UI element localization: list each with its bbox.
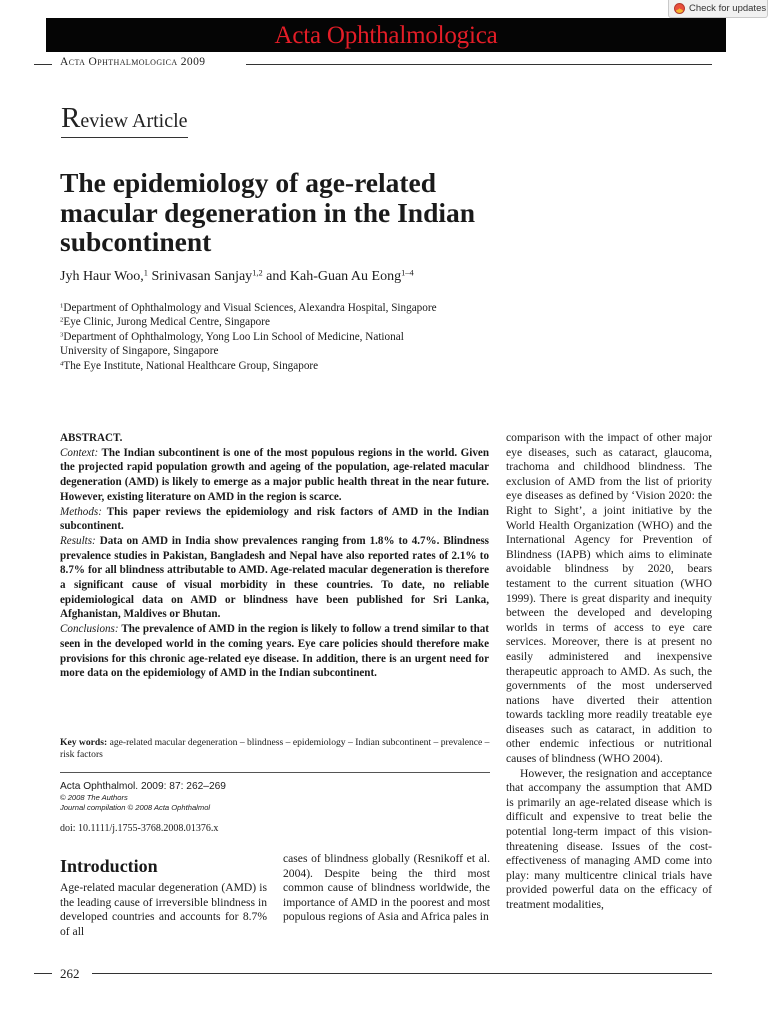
- abstract-text: The Indian subcontinent is one of the most populous regions in the world. Given the projected rapid population growth and ageing of the population, age-related macular degeneration (AMD) is likely to emerge as a major public health threat in the near future. However, existing literature on AMD in the region is scarce.: [60, 446, 490, 503]
- keywords-text: age-related macular degeneration – blindness – epidemiology – Indian subcontinent – prevalence – risk factors: [60, 737, 490, 761]
- section-type-initial: R: [61, 102, 81, 134]
- abstract-label: Conclusions:: [60, 623, 119, 636]
- abstract-heading: ABSTRACT.: [60, 432, 123, 444]
- running-head-rule-left: [34, 64, 52, 65]
- author-name: Srinivasan Sanjay: [151, 269, 253, 284]
- author-list: [60, 269, 414, 285]
- keywords-label: Key words:: [60, 737, 108, 748]
- section-type-rest: eview Article: [80, 110, 188, 132]
- citation-block: [60, 780, 300, 813]
- affiliation-number: 1: [60, 302, 64, 310]
- abstract-text: Data on AMD in India show prevalences ranging from 1.8% to 4.7%. Blindness prevalence studies in Pakistan, Bangladesh and Nepal have also reported rates of 2.1% to 8.7% for all blindness attributable to AMD. Age-related macular degeneration is therefore a significant cause of visual morbidity in these countries. To date, no reliable epidemiological data on AMD or blindness have been published for Sri Lanka, Afghanistan, Maldives or Bhutan.: [60, 534, 489, 621]
- keywords: [60, 737, 490, 762]
- running-head-rule-right: [246, 64, 712, 65]
- abstract-methods: [60, 505, 489, 534]
- abstract-label: Context:: [60, 446, 99, 459]
- affiliation-text: Department of Ophthalmology and Visual Sciences, Alexandra Hospital, Singapore: [63, 302, 437, 314]
- author-affil-sup: 1,2: [252, 268, 263, 278]
- citation-authors-copyright: © 2008 The Authors: [60, 793, 128, 802]
- affiliation-item: [60, 330, 500, 344]
- affiliation-text: Eye Clinic, Jurong Medical Centre, Singapore: [63, 316, 270, 329]
- affiliation-number: 2: [60, 316, 64, 324]
- keywords-divider: [60, 772, 490, 773]
- affiliation-item: [60, 315, 500, 329]
- footer-rule-left: [34, 973, 52, 974]
- affiliation-text: Department of Ophthalmology, Yong Loo Lin School of Medicine, National: [63, 330, 404, 343]
- abstract-conclusions: [60, 622, 489, 681]
- journal-banner: [46, 18, 726, 52]
- affiliation-number: 4: [60, 359, 64, 367]
- article-title: The epidemiology of age-related macular degeneration in the Indian subcontinent: [60, 167, 476, 257]
- body-column-2: cases of blindness globally (Resnikoff et al. 2004). Despite being the third most common cause of blindness worldwide, the importance of AMD in the poorest and most populous regions of Asia and Africa pales in: [283, 852, 490, 924]
- citation-journal-copyright: Journal compilation © 2008 Acta Ophthalmol: [60, 803, 211, 812]
- affiliation-text: The Eye Institute, National Healthcare Group, Singapore: [63, 359, 319, 372]
- affiliation-item: [60, 301, 500, 315]
- body-column-3: [506, 431, 712, 913]
- abstract-context: [60, 446, 489, 505]
- body-column-1: Age-related macular degeneration (AMD) is the leading cause of irreversible blindness in developed countries and accounts for 8.7% of all: [60, 881, 267, 938]
- page-number: 262: [60, 966, 80, 981]
- affiliation-text: University of Singapore, Singapore: [60, 345, 219, 358]
- body-paragraph: However, the resignation and acceptance that accompany the assumption that AMD is primarily an age-related disease which is difficult and expensive to treat belie the potential long-term impact of this vision-threatening disease. Issues of the cost-effectiveness of managing AMD come into play: many multicentre clinical trials have provided powerful data on the efficacy of treatment modalities,: [506, 766, 712, 911]
- footer-rule-right: [92, 973, 712, 974]
- journal-name: Acta Ophthalmologica: [274, 22, 498, 49]
- abstract-results: [60, 534, 489, 622]
- doi[interactable]: doi: 10.1111/j.1755-3768.2008.01376.x: [60, 823, 219, 834]
- affiliation-item: [60, 359, 500, 373]
- author-name: and Kah-Guan Au Eong: [266, 269, 402, 284]
- author-affil-sup: 1: [143, 268, 148, 278]
- body-paragraph: comparison with the impact of other major eye diseases, such as cataract, glaucoma, trachoma and childhood blindness. The exclusion of AMD from the list of priority eye diseases as defined by ‘Vision 2020: the Right to Sight’, a joint initiative by the World Health Organization (WHO) and the International Agency for Prevention of Blindness (IAPB) which aims to eliminate avoidable blindness by 2020, bears testament to the current situation (WHO 1999). There is great disparity and inequity between the developed and developing worlds in terms of access to eye care services. Moreover, there is at present no easily administered and inexpensive therapeutic approach to AMD. As such, the governments of the most underserved nations have diverted their attention towards tackling more readily treatable eye diseases such as cataract, in addition to other endemic infectious or nutritional causes of blindness (WHO 2004).: [506, 431, 712, 766]
- check-for-updates-label: Check for updates: [689, 3, 767, 14]
- running-head: Acta Ophthalmologica 2009: [60, 56, 206, 68]
- abstract: [60, 431, 489, 681]
- affiliations: [60, 301, 500, 373]
- check-for-updates-button[interactable]: [668, 0, 768, 18]
- affiliation-number: 3: [60, 331, 64, 339]
- citation-main: Acta Ophthalmol. 2009: 87: 262–269: [60, 781, 226, 792]
- author-affil-sup: 1–4: [401, 268, 414, 278]
- crossmark-icon: [674, 3, 685, 14]
- abstract-label: Methods:: [60, 505, 102, 518]
- section-type-label: [61, 103, 188, 138]
- introduction-heading: Introduction: [60, 856, 158, 876]
- author-name: Jyh Haur Woo,: [60, 269, 144, 284]
- abstract-text: The prevalence of AMD in the region is likely to follow a trend similar to that seen in the developed world in the coming years. Eye care policies should therefore make provisions for this chronic age-related eye disease. In addition, there is an urgent need for more data on the epidemiology of AMD in the Indian subcontinent.: [60, 623, 489, 680]
- affiliation-item-continued: [60, 344, 500, 358]
- abstract-label: Results:: [60, 534, 96, 547]
- abstract-text: This paper reviews the epidemiology and risk factors of AMD in the Indian subcontinent.: [60, 505, 489, 533]
